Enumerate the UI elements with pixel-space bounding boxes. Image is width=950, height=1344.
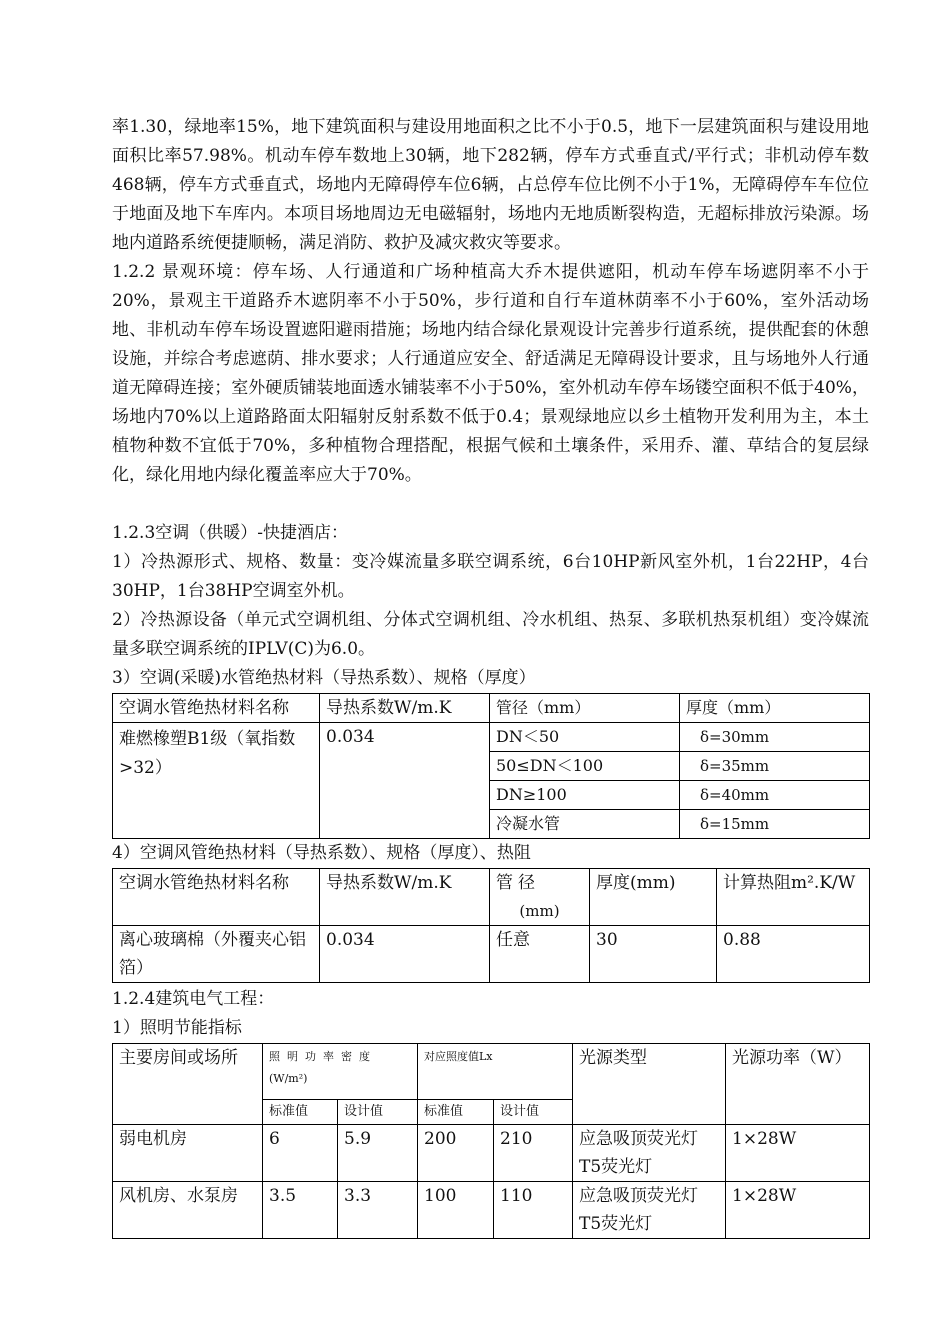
header-lpd-design: 设计值 [338, 1100, 418, 1125]
table-row [113, 723, 870, 752]
header-thickness: 厚度（mm） [680, 694, 870, 723]
cell-lpd-std: 6 [263, 1125, 338, 1182]
cell-diameter: DN≥100 [490, 781, 680, 810]
header-lpd-std: 标准值 [263, 1100, 338, 1125]
cell-thickness: δ=40mm [680, 781, 870, 810]
cell-power: 1×28W [726, 1182, 870, 1239]
cell-lux-design: 110 [494, 1182, 573, 1239]
header-diameter-unit: (mm) [519, 902, 560, 920]
lighting-table [112, 1043, 870, 1239]
table-row [113, 1182, 870, 1239]
cell-lux-design: 210 [494, 1125, 573, 1182]
table2-caption: 4）空调风管绝热材料（导热系数）、规格（厚度）、热阻 [112, 843, 531, 863]
header-lux [418, 1044, 573, 1100]
header-conductivity: 导热系数W/m.K [320, 869, 490, 926]
cell-lamp-line2: T5荧光灯 [579, 1157, 653, 1177]
cell-conductivity: 0.034 [320, 926, 490, 983]
cell-lamp-line1: 应急吸顶荧光灯 [579, 1129, 699, 1149]
cell-lpd-std: 3.5 [263, 1182, 338, 1239]
cell-resistance: 0.88 [717, 926, 870, 983]
header-diameter [490, 869, 590, 926]
cell-thickness: δ=30mm [680, 723, 870, 752]
header-lamp: 光源类型 [573, 1044, 726, 1125]
header-lux-label: 对应照度值Lx [424, 1050, 493, 1063]
cell-diameter: 任意 [490, 926, 590, 983]
header-conductivity: 导热系数W/m.K [320, 694, 490, 723]
document-page [112, 113, 869, 1239]
table-row [113, 1125, 870, 1182]
cell-lamp [573, 1182, 726, 1239]
cell-diameter: 50≤DN＜100 [490, 752, 680, 781]
table-header-row [113, 869, 870, 926]
header-material: 空调水管绝热材料名称 [113, 869, 320, 926]
cell-lamp-line2: T5荧光灯 [579, 1214, 653, 1234]
cell-thickness: δ=15mm [680, 810, 870, 839]
header-diameter: 管径（mm） [490, 694, 680, 723]
header-lpd [263, 1044, 418, 1100]
cell-lpd-design: 3.3 [338, 1182, 418, 1239]
cell-lpd-design: 5.9 [338, 1125, 418, 1182]
cell-room: 弱电机房 [113, 1125, 263, 1182]
cell-thickness: 30 [590, 926, 717, 983]
header-thickness: 厚度(mm) [590, 869, 717, 926]
cell-thickness: δ=35mm [680, 752, 870, 781]
heading-electrical: 1.2.4建筑电气工程： [112, 989, 275, 1009]
cell-power: 1×28W [726, 1125, 870, 1182]
paragraph-cooling-source: 1）冷热源形式、规格、数量：变冷媒流量多联空调系统，6台10HP新风室外机，1台22HP，4台30HP，1台38HP空调室外机。 [112, 552, 869, 601]
header-power: 光源功率（W） [726, 1044, 870, 1125]
header-lpd-label: 照明功率密度 [269, 1050, 377, 1063]
cell-material: 难燃橡塑B1级（氧指数>32） [113, 723, 320, 839]
cell-room: 风机房、水泵房 [113, 1182, 263, 1239]
cell-material: 离心玻璃棉（外覆夹心铝箔） [113, 926, 320, 983]
header-room: 主要房间或场所 [113, 1044, 263, 1125]
table-row [113, 926, 870, 983]
cell-lux-std: 100 [418, 1182, 494, 1239]
cell-lamp [573, 1125, 726, 1182]
header-lpd-unit: (W/m²) [269, 1072, 308, 1085]
table1-caption: 3）空调(采暖)水管绝热材料（导热系数）、规格（厚度） [112, 668, 536, 688]
cell-diameter: 冷凝水管 [490, 810, 680, 839]
cell-diameter: DN＜50 [490, 723, 680, 752]
header-lux-design: 设计值 [494, 1100, 573, 1125]
paragraph-iplv: 2）冷热源设备（单元式空调机组、分体式空调机组、冷水机组、热泵、多联机热泵机组）变冷媒流量多联空调系统的IPLV(C)为6.0。 [112, 610, 869, 659]
header-resistance: 计算热阻m².K/W [717, 869, 870, 926]
table-header-row [113, 694, 870, 723]
cell-conductivity: 0.034 [320, 723, 490, 839]
cell-lamp-line1: 应急吸顶荧光灯 [579, 1186, 699, 1206]
heading-hvac: 1.2.3空调（供暖）-快捷酒店： [112, 523, 348, 543]
header-diameter-label: 管径 [496, 873, 540, 893]
header-lux-std: 标准值 [418, 1100, 494, 1125]
header-material: 空调水管绝热材料名称 [113, 694, 320, 723]
paragraph-landscape: 1.2.2 景观环境：停车场、人行通道和广场种植高大乔木提供遮阳，机动车停车场遮阴率不小于20%，景观主干道路乔木遮阴率不小于50%，步行道和自行车道林荫率不小于60%，室外活动场地、非机动车停车场设置遮阳避雨措施；场地内结合绿化景观设计完善步行道系统，提供配套的休憩设施，并综合考虑遮荫、排水要求；人行通道应安全、舒适满足无障碍设计要求，且与场地外人行通道无障碍连接；室外硬质铺装地面透水铺装率不小于50%，室外机动车停车场镂空面积不低于40%，场地内70%以上道路路面太阳辐射反射系数不低于0.4；景观绿地应以乡土植物开发利用为主，本土植物种数不宜低于70%，多种植物合理搭配，根据气候和土壤条件，采用乔、灌、草结合的复层绿化，绿化用地内绿化覆盖率应大于70%。 [112, 262, 869, 485]
table3-caption: 1）照明节能指标 [112, 1018, 242, 1038]
water-pipe-insulation-table [112, 693, 870, 839]
paragraph-site: 率1.30，绿地率15%，地下建筑面积与建设用地面积之比不小于0.5，地下一层建筑面积与建设用地面积比率57.98%。机动车停车数地上30辆，地下282辆，停车方式垂直式/平行式；非机动停车数468辆，停车方式垂直式，场地内无障碍停车位6辆，占总停车位比例不小于1%，无障碍停车车位位于地面及地下车库内。本项目场地周边无电磁辐射，场地内无地质断裂构造，无超标排放污染源。场地内道路系统便捷顺畅，满足消防、救护及减灾救灾等要求。 [112, 117, 869, 253]
table-header-row [113, 1044, 870, 1100]
cell-lux-std: 200 [418, 1125, 494, 1182]
duct-insulation-table [112, 868, 870, 983]
